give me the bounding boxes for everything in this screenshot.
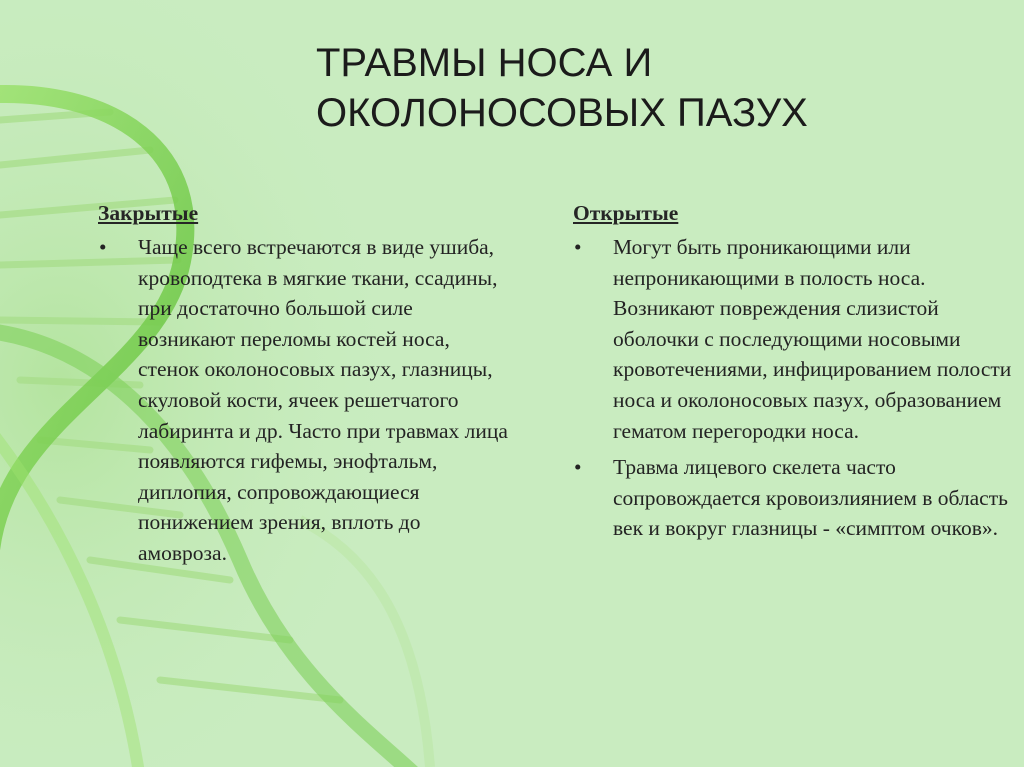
slide-title-line-1: ТРАВМЫ НОСА И	[316, 41, 653, 85]
open-injuries-heading: Открытые	[573, 201, 679, 225]
closed-injuries-column	[98, 198, 508, 575]
bullet-icon: •	[99, 235, 107, 259]
open-injuries-column	[573, 198, 1013, 550]
closed-injuries-list	[98, 232, 508, 569]
bullet-icon: •	[574, 235, 582, 259]
list-item-text: Чаще всего встречаются в виде ушиба, кровоподтека в мягкие ткани, ссадины, при достаточно большой силе возникают переломы костей носа, стенок околоносовых пазух, глазницы, скуловой кости, ячеек решетчатого лабиринта и др. Часто при травмах лица появляются гифемы, энофтальм, диплопия, сопровождающиеся понижением зрения, вплоть до амовроза.	[138, 235, 508, 565]
bullet-icon: •	[574, 455, 582, 480]
list-item-text: Травма лицевого скелета часто сопровождается кровоизлиянием в область век и вокруг глазницы - «симптом очков».	[613, 455, 1008, 541]
slide-title	[316, 38, 996, 138]
list-item	[573, 452, 1013, 544]
list-item	[98, 232, 508, 569]
slide-title-line-2: ОКОЛОНОСОВЫХ ПАЗУХ	[316, 91, 808, 135]
list-item	[573, 232, 1013, 446]
open-injuries-list	[573, 232, 1013, 544]
list-item-text: Могут быть проникающими или непроникающими в полость носа. Возникают повреждения слизистой оболочки с последующими носовыми кровотечениями, инфицированием полости носа и околоносовых пазух, образованием гематом перегородки носа.	[613, 235, 1012, 443]
closed-injuries-heading: Закрытые	[98, 201, 199, 225]
